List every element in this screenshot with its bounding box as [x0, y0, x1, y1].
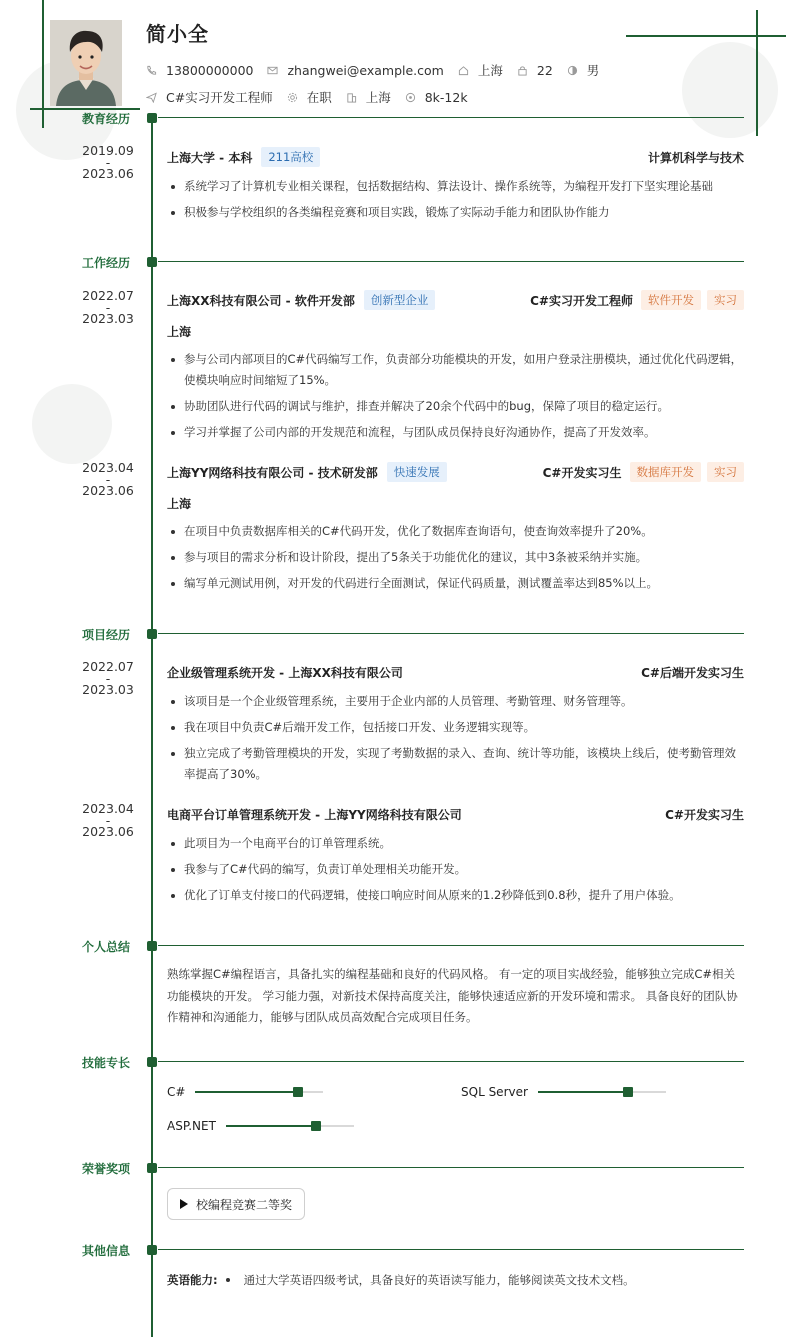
target-city-item — [346, 88, 391, 106]
company-tag: 创新型企业 — [364, 290, 436, 310]
english-ability — [167, 1272, 635, 1288]
gender-text: 男 — [586, 63, 600, 78]
phone-text: 13800000000 — [166, 62, 254, 78]
email-item — [267, 63, 443, 78]
skill-name: ASP.NET — [167, 1119, 216, 1133]
job-tag: 软件开发 — [641, 290, 701, 310]
age-icon — [517, 65, 528, 76]
salary-item — [405, 90, 468, 105]
phone-icon — [146, 65, 157, 76]
list-item: 系统学习了计算机专业相关课程，包括数据结构、算法设计、操作系统等，为编程开发打下坚实理论基础 — [167, 176, 744, 197]
summary-text: 熟练掌握C#编程语言，具备扎实的编程基础和良好的代码风格。 有一定的项目实战经验，能够独立完成C#相关功能模块的开发。 学习能力强，对新技术保持高度关注，能够快速适应新的开发环境和需求。 具备良好的团队协作精神和沟通能力，能够与团队成员高效配合完成项目任务。 — [167, 967, 738, 1024]
section-title-education: 教育经历 — [82, 112, 131, 126]
section-marker — [147, 941, 157, 951]
school-name: 上海大学 - 本科 — [167, 150, 253, 165]
company-tag: 快速发展 — [387, 462, 447, 482]
skill-item — [461, 1085, 666, 1099]
phone-item — [146, 63, 253, 78]
section-divider — [158, 117, 744, 118]
skill-level-handle — [623, 1087, 633, 1097]
skill-item — [167, 1119, 354, 1133]
project-bullets — [167, 833, 744, 911]
project-name: 电商平台订单管理系统开发 - 上海YY网络科技有限公司 — [167, 808, 462, 822]
home-icon — [458, 65, 469, 76]
list-item: 此项目为一个电商平台的订单管理系统。 — [167, 833, 744, 854]
salary-icon — [405, 92, 416, 103]
section-divider — [158, 1167, 744, 1168]
timeline-line — [151, 120, 153, 1337]
award-item — [167, 1188, 305, 1220]
project-bullets — [167, 691, 744, 790]
list-item: 协助团队进行代码的调试与维护，排查并解决了20余个代码中的bug，保障了项目的稳定运行。 — [167, 396, 744, 417]
gender-item — [567, 61, 600, 79]
section-title-honors: 荣誉奖项 — [82, 1162, 131, 1176]
english-text: 通过大学英语四级考试，具备良好的英语读写能力，能够阅读英文技术文档。 — [243, 1273, 635, 1287]
skill-level-handle — [293, 1087, 303, 1097]
age-item — [517, 63, 553, 78]
section-divider — [158, 945, 744, 946]
date-range: 2023.04 - 2023.06 — [82, 801, 134, 839]
list-item: 我参与了C#代码的编写，负责订单处理相关功能开发。 — [167, 859, 744, 880]
company-name: 上海YY网络科技有限公司 - 技术研发部 — [167, 465, 378, 480]
section-marker — [147, 1245, 157, 1255]
section-marker — [147, 1057, 157, 1067]
list-item: 我在项目中负责C#后端开发工作，包括接口开发、业务逻辑实现等。 — [167, 717, 744, 738]
list-item: 在项目中负责数据库相关的C#代码开发，优化了数据库查询语句，使查询效率提升了20%。 — [167, 521, 744, 542]
section-title-skills: 技能专长 — [82, 1056, 131, 1070]
section-divider — [158, 261, 744, 262]
job-info-row — [146, 88, 482, 106]
work-bullets — [167, 349, 744, 448]
work-city: 上海 — [167, 325, 192, 339]
location-item — [458, 61, 503, 79]
skill-name: C# — [167, 1085, 186, 1099]
section-marker — [147, 1163, 157, 1173]
salary-text: 8k-12k — [424, 89, 468, 105]
location-text: 上海 — [477, 63, 503, 78]
work-bullets — [167, 521, 744, 599]
section-marker — [147, 257, 157, 267]
decor-line — [756, 10, 758, 136]
job-tag: 实习 — [707, 290, 744, 310]
date-range: 2022.07 - 2023.03 — [82, 659, 134, 697]
list-item: 积极参与学校组织的各类编程竞赛和项目实践，锻炼了实际动手能力和团队协作能力 — [167, 202, 744, 223]
company-name: 上海XX科技有限公司 - 软件开发部 — [167, 293, 355, 308]
school-tag: 211高校 — [261, 147, 320, 167]
bullet-dot — [226, 1278, 230, 1282]
age-text: 22 — [536, 62, 553, 78]
skill-level-fill — [195, 1091, 297, 1093]
date-range: 2023.04 - 2023.06 — [82, 460, 134, 498]
section-title-other: 其他信息 — [82, 1244, 131, 1258]
mail-icon — [267, 65, 278, 76]
skill-level-bar — [195, 1091, 323, 1093]
candidate-name: 简小全 — [146, 22, 209, 46]
skill-name: SQL Server — [461, 1085, 528, 1099]
list-item: 优化了订单支付接口的代码逻辑，使接口响应时间从原来的1.2秒降低到0.8秒，提升了用户体验。 — [167, 885, 744, 906]
section-title-project: 项目经历 — [82, 628, 131, 642]
building-icon — [346, 92, 357, 103]
status-item — [287, 88, 332, 106]
work-header — [167, 290, 744, 310]
project-role: C#开发实习生 — [665, 808, 744, 822]
education-header — [167, 147, 744, 167]
job-role: C#开发实习生 — [542, 465, 622, 480]
target-city-text: 上海 — [365, 90, 391, 105]
section-title-work: 工作经历 — [82, 256, 131, 270]
job-tag: 数据库开发 — [630, 462, 702, 482]
list-item: 编写单元测试用例，对开发的代码进行全面测试，保证代码质量，测试覆盖率达到85%以上。 — [167, 573, 744, 594]
award-text: 校编程竞赛二等奖 — [196, 1197, 293, 1212]
skill-level-fill — [538, 1091, 628, 1093]
section-marker — [147, 113, 157, 123]
major: 计算机科学与技术 — [647, 150, 744, 165]
section-divider — [158, 633, 744, 634]
skill-item — [167, 1085, 323, 1099]
list-item: 参与公司内部项目的C#代码编写工作，负责部分功能模块的开发，如用户登录注册模块，通过优化代码逻辑，使模块响应时间缩短了15%。 — [167, 349, 744, 391]
list-item: 该项目是一个企业级管理系统，主要用于企业内部的人员管理、考勤管理、财务管理等。 — [167, 691, 744, 712]
skill-level-fill — [226, 1125, 316, 1127]
decor-line — [626, 35, 786, 37]
section-title-summary: 个人总结 — [82, 940, 131, 954]
gender-icon — [567, 65, 578, 76]
section-marker — [147, 629, 157, 639]
skill-level-bar — [226, 1125, 354, 1127]
decor-circle — [32, 384, 112, 464]
project-role: C#后端开发实习生 — [641, 666, 744, 680]
list-item: 学习并掌握了公司内部的开发规范和流程，与团队成员保持良好沟通协作，提高了开发效率。 — [167, 422, 744, 443]
project-name: 企业级管理系统开发 - 上海XX科技有限公司 — [167, 666, 403, 680]
skill-level-handle — [311, 1121, 321, 1131]
job-role: C#实习开发工程师 — [530, 293, 633, 308]
work-city: 上海 — [167, 497, 192, 511]
project-header — [167, 664, 744, 681]
education-bullets — [167, 176, 744, 228]
date-range: 2022.07 - 2023.03 — [82, 288, 134, 326]
send-icon — [146, 92, 157, 103]
position-item — [146, 88, 273, 106]
list-item: 参与项目的需求分析和设计阶段，提出了5条关于功能优化的建议，其中3条被采纳并实施。 — [167, 547, 744, 568]
status-icon — [287, 92, 298, 103]
play-icon — [180, 1199, 188, 1209]
status-text: 在职 — [306, 90, 332, 105]
avatar — [50, 20, 122, 106]
skill-level-bar — [538, 1091, 666, 1093]
work-header — [167, 462, 744, 482]
section-divider — [158, 1249, 744, 1250]
decor-circle — [682, 42, 778, 138]
job-tag: 实习 — [707, 462, 744, 482]
contact-info-row — [146, 61, 613, 79]
project-header — [167, 806, 744, 823]
list-item: 独立完成了考勤管理模块的开发，实现了考勤数据的录入、查询、统计等功能，该模块上线后，使考勤管理效率提高了30%。 — [167, 743, 744, 785]
section-divider — [158, 1061, 744, 1062]
english-label: 英语能力: — [167, 1273, 218, 1287]
email-text: zhangwei@example.com — [287, 62, 444, 78]
date-range: 2019.09 - 2023.06 — [82, 143, 134, 181]
position-text: C#实习开发工程师 — [166, 90, 273, 105]
